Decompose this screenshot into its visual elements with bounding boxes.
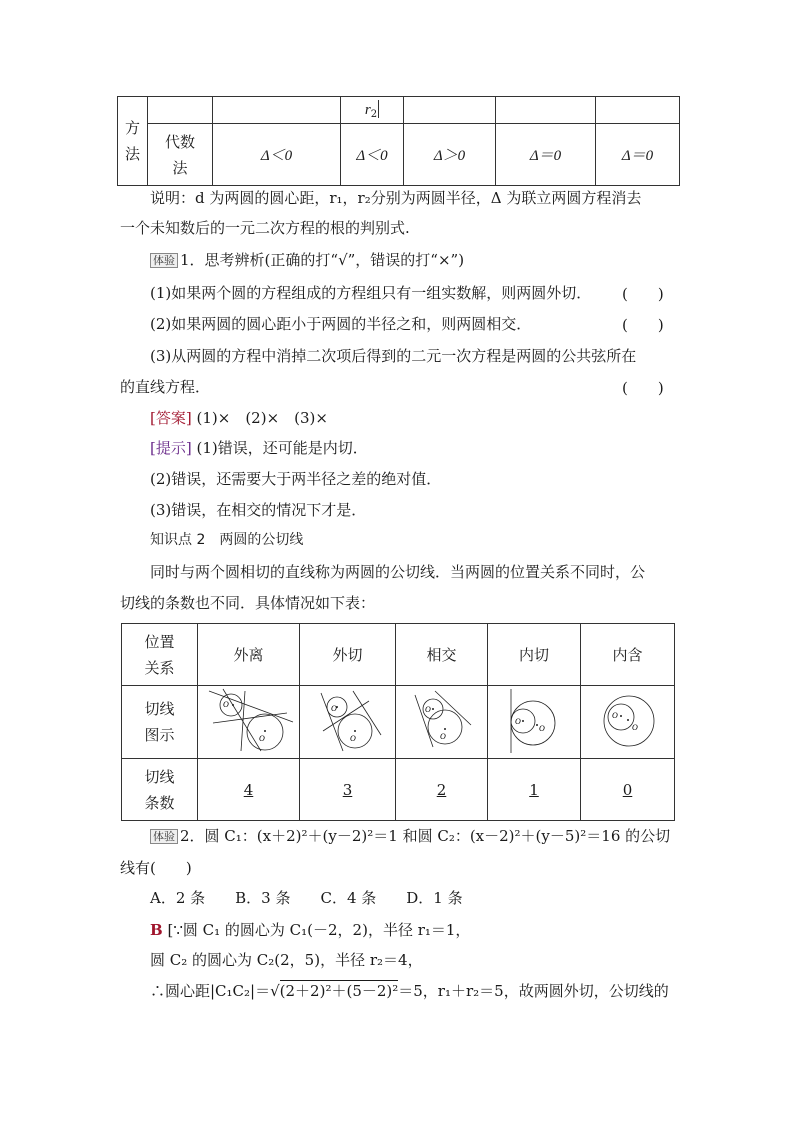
count-label-1: 切线 [144, 767, 175, 786]
tangent-table [121, 623, 675, 821]
header-contained: 内含 [581, 624, 675, 686]
o1-label: O [222, 700, 229, 709]
method-table [117, 96, 680, 186]
answer-paren-2: ( ) [622, 316, 664, 334]
diagram-external-cell [300, 686, 396, 759]
table1-cell [496, 97, 596, 124]
answer-text: (1)× (2)× (3)× [196, 409, 328, 427]
table1-cell [404, 97, 496, 124]
exercise1-item-1: (1)如果两个圆的方程组成的方程组只有一组实数解，则两圆外切． [150, 284, 592, 302]
hint-2: (2)错误，还需要大于两半径之差的绝对值． [150, 470, 442, 488]
diagram-separate-cell [198, 686, 300, 759]
answer-paren-1: ( ) [622, 285, 664, 303]
diagram-internal-tangent [491, 687, 577, 753]
diagram-label-cell [122, 686, 198, 759]
o1-label: O [515, 717, 521, 726]
o2-label: O [439, 732, 446, 741]
o1-label: O [424, 705, 431, 714]
knowledge-line-1: 同时与两个圆相切的直线称为两圆的公切线．当两圆的位置关系不同时，公 [150, 563, 646, 581]
exercise2-options: A．2 条 B．3 条 C．4 条 D．1 条 [150, 889, 463, 907]
exercise2-question [150, 826, 670, 846]
count-label-2: 条数 [144, 793, 175, 812]
method-label-2: 法 [124, 145, 140, 163]
diagram-label-1: 切线 [144, 700, 175, 718]
position-label-1: 位置 [144, 632, 175, 651]
o1-label: O [611, 711, 618, 720]
solution-3-sqrt: (2＋2)²＋(5－2)² [279, 982, 399, 1000]
count-contained: 0 [581, 759, 675, 821]
exercise2-solution-2: 圆 C₂ 的圆心为 C₂(2，5)，半径 r₂＝4， [150, 951, 423, 969]
diagram-contained [585, 687, 671, 753]
knowledge-line-2: 切线的条数也不同．具体情况如下表： [120, 594, 376, 612]
discriminant-2: Δ＜0 [341, 124, 404, 186]
diagram-intersect-cell [396, 686, 488, 759]
method-label-cell [118, 97, 148, 186]
solution-3b: ＝5，r₁＋r₂＝5，故两圆外切，公切线的 [398, 982, 669, 1000]
algebra-label-2: 法 [172, 158, 188, 177]
answer-label: [答案] [150, 409, 192, 427]
answer-line [150, 408, 328, 428]
algebra-label-1: 代数 [164, 132, 195, 151]
diagram-contained-cell [581, 686, 675, 759]
discriminant-5: Δ＝0 [596, 124, 680, 186]
count-separate: 4 [198, 759, 300, 821]
header-intersect: 相交 [396, 624, 488, 686]
discriminant-3: Δ＞0 [404, 124, 496, 186]
count-label-cell [122, 759, 198, 821]
table1-cell [148, 97, 213, 124]
r2-label: r [364, 102, 371, 118]
discriminant-4: Δ＝0 [496, 124, 596, 186]
experience-tag: 体验 [150, 253, 178, 268]
exercise1-item-2: (2)如果两圆的圆心距小于两圆的半径之和，则两圆相交． [150, 315, 532, 333]
table1-cell [213, 97, 341, 124]
r2-sub: 2 [370, 109, 378, 120]
count-intersect: 2 [396, 759, 488, 821]
explanation-line-2: 一个未知数后的一元二次方程的根的判别式. [120, 219, 410, 237]
exercise1-item-3-cont: 的直线方程． [120, 378, 211, 396]
explanation-line-1: 说明：d 为两圆的圆心距，r₁，r₂分别为两圆半径，Δ 为联立两圆方程消去 [150, 189, 642, 207]
hint-3: (3)错误，在相交的情况下才是． [150, 501, 367, 519]
exercise2-q-line2: 线有( ) [120, 859, 192, 877]
exercise1-heading [150, 250, 464, 270]
exercise2-solution-3: ∴圆心距|C₁C₂|＝√(2＋2)²＋(5－2)²＝5，r₁＋r₂＝5，故两圆外切，公切线的 [150, 982, 669, 1000]
diagram-separate [201, 687, 297, 753]
exercise1-heading-text: 1．思考辨析(正确的打“√”，错误的打“×”) [180, 251, 465, 269]
o2-label: O [349, 734, 356, 743]
diagram-internal-cell [488, 686, 581, 759]
solution-1-text: [∵圆 C₁ 的圆心为 C₁(－2，2)，半径 r₁＝1， [167, 921, 471, 939]
header-separate: 外离 [198, 624, 300, 686]
o1-label: O [330, 704, 337, 713]
o2-label: O [631, 723, 638, 732]
table1-cell-r2 [341, 97, 404, 124]
hint-line [150, 438, 368, 458]
answer-letter: B [150, 921, 163, 939]
exercise2-q-line1: 2．圆 C₁：(x＋2)²＋(y－2)²＝1 和圆 C₂：(x－2)²＋(y－5)²＝16 的公切 [180, 827, 671, 845]
count-internal-tangent: 1 [488, 759, 581, 821]
hint-text: (1)错误，还可能是内切． [196, 439, 368, 457]
o2-label: O [539, 724, 545, 733]
diagram-intersect [399, 687, 485, 753]
hint-label: [提示] [150, 439, 192, 457]
experience-tag-2: 体验 [150, 829, 178, 844]
method-label-1: 方 [124, 119, 140, 137]
diagram-label-2: 图示 [144, 726, 175, 744]
header-external-tangent: 外切 [300, 624, 396, 686]
solution-3a: ∴圆心距|C₁C₂|＝ [150, 982, 271, 1000]
knowledge-title: 知识点 2 两圆的公切线 [150, 532, 304, 548]
count-external-tangent: 3 [300, 759, 396, 821]
diagram-external-tangent [303, 687, 393, 753]
exercise2-solution-1 [150, 920, 470, 940]
table1-cell [596, 97, 680, 124]
o2-label: O [258, 734, 265, 743]
position-label-2: 关系 [144, 658, 175, 677]
answer-paren-3: ( ) [622, 379, 664, 397]
discriminant-1: Δ＜0 [213, 124, 341, 186]
position-label-cell [122, 624, 198, 686]
exercise1-item-3: (3)从两圆的方程中消掉二次项后得到的二元一次方程是两圆的公共弦所在 [150, 347, 637, 365]
header-internal-tangent: 内切 [488, 624, 581, 686]
algebra-method-label [148, 124, 213, 186]
